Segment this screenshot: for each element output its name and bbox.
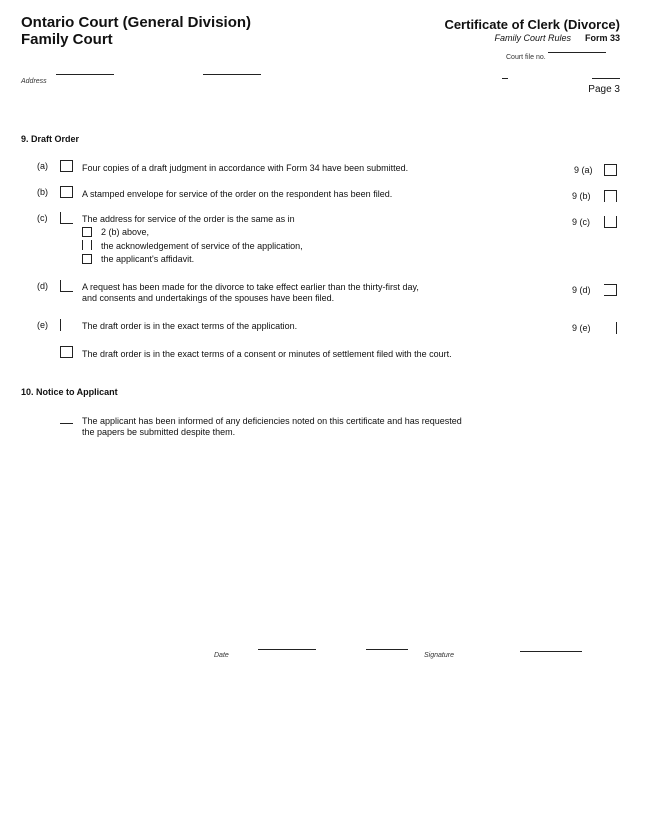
item-c-option-3-checkbox[interactable]: [82, 254, 92, 264]
section-9-heading: 9. Draft Order: [21, 134, 80, 144]
item-c-letter: (c): [37, 213, 48, 223]
item-e-alt-checkbox[interactable]: [60, 346, 73, 358]
court-file-label: Court file no.: [506, 54, 546, 61]
item-c-text: The address for service of the order is the same as in: [82, 214, 295, 224]
item-c-option-2-checkbox[interactable]: [82, 240, 92, 250]
item-b-ref-checkbox[interactable]: [604, 190, 617, 202]
address-label: Address: [21, 78, 47, 85]
item-e-checkbox[interactable]: [60, 319, 73, 331]
item-c-checkbox[interactable]: [60, 212, 73, 224]
item-d-ref: 9 (d): [572, 285, 591, 295]
signature-label: Signature: [424, 652, 454, 659]
court-title: [21, 14, 251, 48]
item-d-text-line2: and consents and undertakings of the spouses have been filed.: [82, 293, 335, 303]
address-field-3[interactable]: [502, 78, 508, 79]
item-e-text: The draft order is in the exact terms of the application.: [82, 321, 298, 331]
item-e-ref-checkbox[interactable]: [604, 322, 617, 334]
address-field-4[interactable]: [592, 78, 620, 79]
signature-field-2[interactable]: [520, 651, 582, 652]
signature-field-1[interactable]: [366, 649, 408, 650]
item-c-option-2: the acknowledgement of service of the application,: [101, 241, 303, 251]
item-c-option-1: 2 (b) above,: [101, 227, 150, 237]
notice-text-line1: The applicant has been informed of any deficiencies noted on this certificate and has requested: [82, 416, 462, 426]
item-d-checkbox[interactable]: [60, 280, 73, 292]
item-c-option-1-checkbox[interactable]: [82, 227, 92, 237]
form-title: Certificate of Clerk (Divorce): [444, 17, 620, 32]
page-number: Page 3: [588, 84, 620, 95]
item-d-letter: (d): [37, 281, 48, 291]
item-c-ref: 9 (c): [572, 217, 590, 227]
form-number: Form 33: [584, 33, 620, 43]
item-d-text-line1: A request has been made for the divorce to take effect earlier than the thirty-first day,: [82, 282, 419, 292]
item-a-ref: 9 (a): [574, 165, 593, 175]
item-d-ref-checkbox[interactable]: [604, 284, 617, 296]
court-division: Family Court: [21, 31, 113, 48]
item-e-alt-text: The draft order is in the exact terms of a consent or minutes of settlement filed with the court.: [82, 349, 452, 359]
item-e-letter: (e): [37, 320, 48, 330]
item-b-ref: 9 (b): [572, 191, 591, 201]
date-label: Date: [214, 652, 229, 659]
rules-label: Family Court Rules: [494, 33, 571, 43]
item-e-ref: 9 (e): [572, 323, 591, 333]
item-a-text: Four copies of a draft judgment in accordance with Form 34 have been submitted.: [82, 163, 409, 173]
notice-checkbox[interactable]: [60, 412, 73, 424]
address-field-2[interactable]: [203, 74, 261, 75]
item-b-letter: (b): [37, 187, 48, 197]
item-a-ref-checkbox[interactable]: [604, 164, 617, 176]
address-field-1[interactable]: [56, 74, 114, 75]
court-name: Ontario Court (General Division): [21, 14, 252, 31]
notice-text-line2: the papers be submitted despite them.: [82, 427, 236, 437]
item-b-text: A stamped envelope for service of the order on the respondent has been filed.: [82, 189, 393, 199]
item-a-checkbox[interactable]: [60, 160, 73, 172]
section-10-heading: 10. Notice to Applicant: [21, 387, 118, 397]
item-c-option-3: the applicant's affidavit.: [101, 254, 195, 264]
court-file-field[interactable]: [548, 52, 606, 53]
form-rules: [494, 33, 620, 43]
item-b-checkbox[interactable]: [60, 186, 73, 198]
item-a-letter: (a): [37, 161, 48, 171]
date-field[interactable]: [258, 649, 316, 650]
item-c-ref-checkbox[interactable]: [604, 216, 617, 228]
